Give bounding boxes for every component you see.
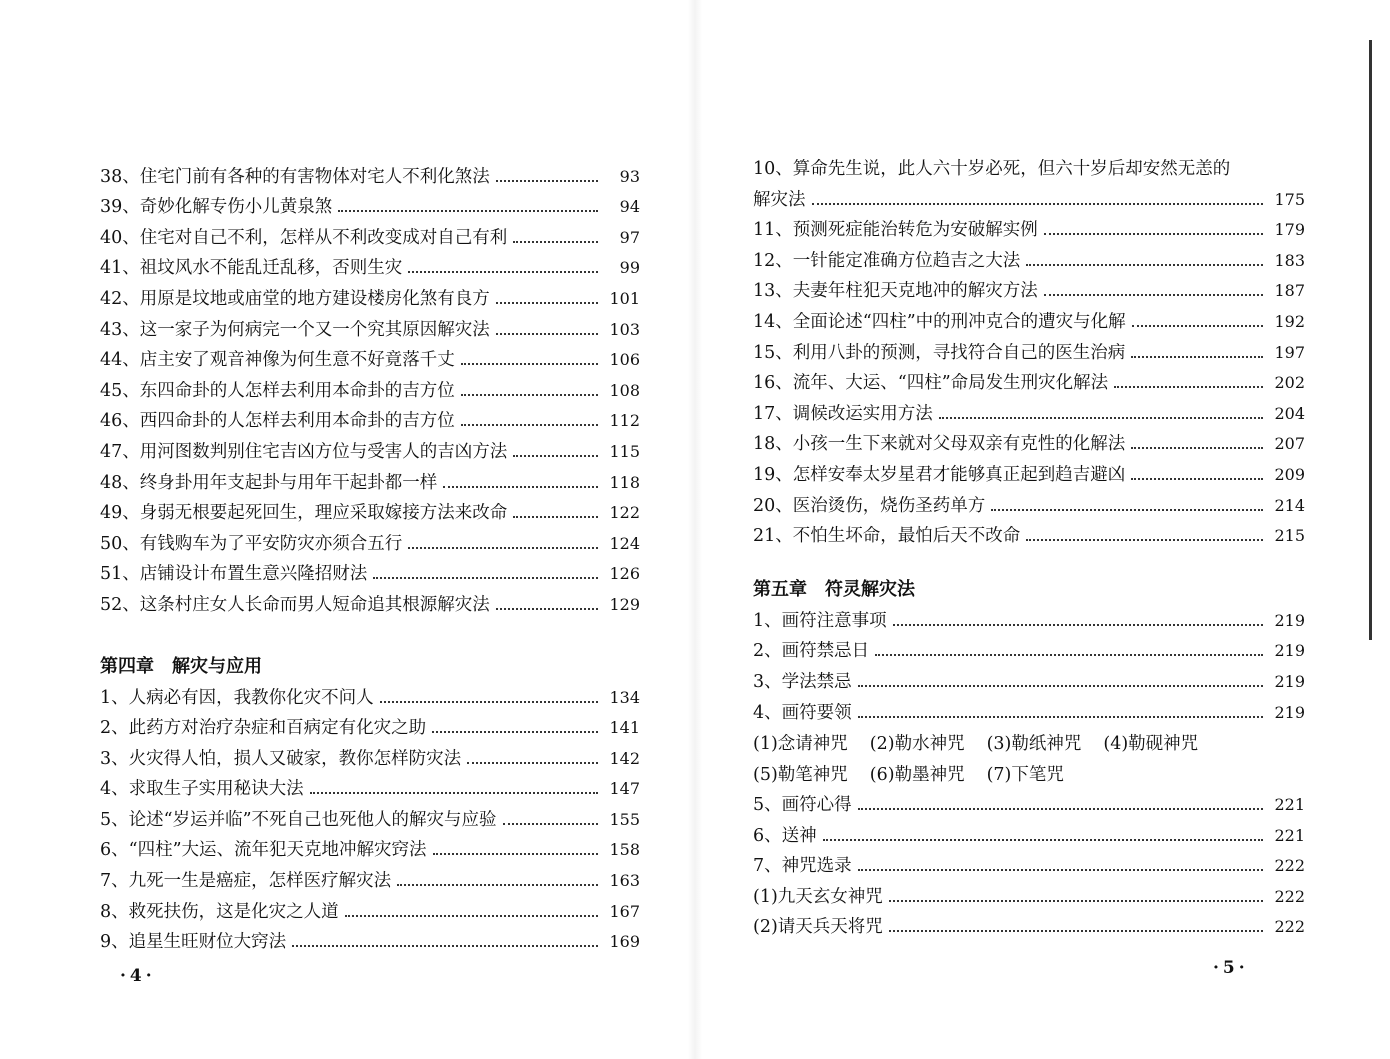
chapter-title: 解灾与应用 [172,655,262,677]
entry-page: 106 [609,350,640,370]
leader-dots [1131,478,1263,480]
entry-page: 204 [1274,403,1305,423]
entry-title: 4、求取生子实用秘诀大法 [100,779,304,800]
section-gap [753,547,1305,571]
entry-page: 126 [609,564,640,584]
leader-dots [461,363,598,365]
toc-entry[interactable] [753,693,1305,724]
entry-title: 47、用河图数判别住宅吉凶方位与受害人的吉凶方法 [100,441,508,462]
page-number: ·4· [120,966,156,986]
right-toc [753,152,1305,938]
leader-dots [513,241,598,243]
leader-dots [1131,356,1263,358]
entry-title: 2、此药方对治疗杂症和百病定有化灾之助 [100,718,427,739]
entry-title: 13、夫妻年柱犯天克地冲的解灾方法 [753,281,1038,302]
entry-page: 219 [1274,641,1305,661]
entry-title: 40、住宅对自己不利，怎样从不利改变成对自己有利 [100,227,508,248]
toc-entry[interactable] [753,517,1305,548]
leader-dots [373,577,598,579]
leader-dots [858,716,1263,718]
entry-title: 17、调候改运实用方法 [753,403,933,424]
chapter-title: 符灵解灾法 [825,579,915,601]
leader-dots [875,654,1263,656]
entry-page: 197 [1274,342,1305,362]
toc-entry[interactable] [100,494,640,525]
toc-entry[interactable] [100,739,640,770]
leader-dots [443,486,598,488]
toc-entry[interactable] [753,241,1305,272]
entry-page: 115 [609,441,640,461]
leader-dots [823,839,1263,841]
leader-dots [496,333,598,335]
toc-entry[interactable] [753,425,1305,456]
leader-dots [858,869,1263,871]
toc-entry[interactable] [753,486,1305,517]
toc-entry[interactable] [100,188,640,219]
sub-items-row [753,724,1305,755]
toc-entry[interactable] [100,770,640,801]
entry-title: 43、这一家子为何病完一个又一个究其原因解灾法 [100,319,490,340]
sub-item[interactable]: (5)勒笔神咒 [753,764,848,785]
toc-entry[interactable] [100,892,640,923]
toc-entry[interactable] [100,371,640,402]
leader-dots [467,762,598,764]
toc-entry[interactable] [753,333,1305,364]
toc-entry[interactable] [100,585,640,616]
entry-title: 11、预测死症能治转危为安破解实例 [753,220,1038,241]
entry-page: 147 [609,779,640,799]
toc-entry[interactable] [100,678,640,709]
entry-title: 42、用原是坟地或庙堂的地方建设楼房化煞有良方 [100,288,490,309]
entry-title: 41、祖坟风水不能乱迁乱移，否则生灾 [100,258,403,279]
toc-entry[interactable] [100,249,640,280]
entry-title: 6、送神 [753,825,817,846]
entry-page: 142 [609,748,640,768]
entry-page: 175 [1274,189,1305,209]
toc-entry[interactable] [100,157,640,188]
toc-entry[interactable] [753,394,1305,425]
entry-title: 3、学法禁忌 [753,671,852,692]
entry-page: 93 [619,166,640,186]
entry-page: 158 [609,840,640,860]
leader-dots [496,608,598,610]
entry-page: 134 [609,687,640,707]
toc-entry[interactable] [100,831,640,862]
leader-dots [513,516,598,518]
entry-page: 222 [1274,917,1305,937]
toc-entry[interactable] [100,524,640,555]
leader-dots [1114,386,1263,388]
toc-entry[interactable] [753,455,1305,486]
leader-dots [310,792,598,794]
toc-entry[interactable] [753,364,1305,395]
entry-title: 52、这条村庄女人长命而男人短命追其根源解灾法 [100,594,490,615]
sub-item[interactable]: (1)念请神咒 [753,733,848,754]
toc-entry[interactable] [753,632,1305,663]
entry-page: 179 [1274,220,1305,240]
entry-page: 97 [619,227,640,247]
entry-page: 163 [609,871,640,891]
right-page [695,0,1390,1059]
toc-entry[interactable] [753,601,1305,632]
entry-title: 45、东四命卦的人怎样去利用本命卦的吉方位 [100,380,455,401]
sub-item[interactable]: (3)勒纸神咒 [986,733,1082,754]
sub-items-row [753,755,1305,786]
entry-page: 169 [609,932,640,952]
leader-dots [397,884,598,886]
sub-item[interactable]: (2)勒水神咒 [869,733,965,754]
entry-title: 48、终身卦用年支起卦与用年干起卦都一样 [100,472,438,493]
toc-entry[interactable] [100,432,640,463]
leader-dots [496,180,598,182]
leader-dots [432,731,598,733]
entry-page: 108 [609,380,640,400]
leader-dots [1044,233,1263,235]
toc-entry[interactable] [100,310,640,341]
leader-dots [889,930,1263,932]
leader-dots [292,945,598,947]
toc-entry[interactable] [100,463,640,494]
entry-page: 214 [1274,495,1305,515]
entry-page: 129 [609,594,640,614]
leader-dots [858,685,1263,687]
leader-dots [461,394,598,396]
left-toc [100,157,640,953]
leader-dots [1132,325,1263,327]
entry-title: 1、人病必有因，我教你化灾不问人 [100,687,374,708]
entry-title: 16、流年、大运、“四柱”命局发生刑灾化解法 [753,373,1109,394]
chapter-number: 第四章 [100,655,154,677]
entry-title: 7、九死一生是癌症，怎样医疗解灾法 [100,871,392,892]
entry-title: 21、不怕生坏命，最怕后天不改命 [753,526,1021,547]
entry-title: 3、火灾得人怕，损人又破家，教你怎样防灾法 [100,748,462,769]
entry-page: 221 [1274,825,1305,845]
toc-entry[interactable] [753,662,1305,693]
sub-item[interactable]: (4)勒砚神咒 [1103,733,1199,754]
entry-title: (1)九天玄女神咒 [753,886,883,907]
leader-dots [408,271,598,273]
leader-dots [513,455,598,457]
leader-dots [433,853,598,855]
chapter5-entries-list [753,601,1305,938]
entry-page: 192 [1274,311,1305,331]
entry-title: (2)请天兵天将咒 [753,917,883,938]
toc-entry[interactable] [100,402,640,433]
entry-title: 44、店主安了观音神像为何生意不好竟落千丈 [100,350,455,371]
entry-title: 1、画符注意事项 [753,610,887,631]
leader-dots [1131,447,1263,449]
chapter-number: 第五章 [753,579,807,601]
entry-title: 5、画符心得 [753,795,852,816]
sub-item[interactable]: (6)勒墨神咒 [869,764,965,785]
leader-dots [1026,264,1263,266]
toc-entry[interactable] [100,861,640,892]
leader-dots [496,302,598,304]
toc-entry[interactable] [100,923,640,954]
toc-entry[interactable] [753,816,1305,847]
entry-title: 4、画符要领 [753,702,852,723]
toc-entry[interactable] [100,800,640,831]
toc-entry[interactable] [753,211,1305,242]
toc-entry[interactable] [100,279,640,310]
entry-page: 124 [609,533,640,553]
leader-dots [991,509,1263,511]
entry-title: 46、西四命卦的人怎样去利用本命卦的吉方位 [100,411,455,432]
leader-dots [939,417,1263,419]
toc-entry-wrapped-line1[interactable] [753,152,1305,180]
entry-page: 222 [1274,856,1305,876]
leader-dots [338,210,598,212]
entry-page: 221 [1274,795,1305,815]
entry-page: 94 [619,197,640,217]
entry-title: 10、算命先生说，此人六十岁必死，但六十岁后却安然无恙的 [753,159,1231,179]
leader-dots [408,547,598,549]
entry-title: 5、论述“岁运并临”不死自己也死他人的解灾与应验 [100,809,497,830]
leader-dots [889,900,1263,902]
toc-entry[interactable] [100,555,640,586]
sub-item[interactable]: (7)下笔咒 [986,764,1064,785]
toc-entry[interactable] [100,341,640,372]
entry-title: 15、利用八卦的预测，寻找符合自己的医生治病 [753,342,1126,363]
chapter-heading[interactable] [753,571,1305,601]
toc-entry[interactable] [100,218,640,249]
leader-dots [812,203,1264,205]
entry-page: 219 [1274,702,1305,722]
entry-title: 12、一针能定准确方位趋吉之大法 [753,250,1021,271]
leader-dots [461,424,598,426]
toc-entry[interactable] [753,302,1305,333]
entry-page: 99 [619,258,640,278]
entry-page: 101 [609,288,640,308]
entry-title: 7、神咒选录 [753,856,852,877]
entry-page: 219 [1274,671,1305,691]
entry-page: 183 [1274,250,1305,270]
entry-page: 209 [1274,464,1305,484]
entry-title: 8、救死扶伤，这是化灾之人道 [100,901,339,922]
entry-title-continued: 解灾法 [753,189,806,210]
entry-title: 51、店铺设计布置生意兴隆招财法 [100,564,368,585]
entry-page: 202 [1274,373,1305,393]
entry-page: 112 [609,411,640,431]
entry-title: 2、画符禁忌日 [753,641,870,662]
entry-title: 19、怎样安奉太岁星君才能够真正起到趋吉避凶 [753,464,1126,485]
toc-entry[interactable] [753,786,1305,817]
leader-dots [1044,294,1263,296]
entry-page: 122 [609,503,640,523]
page-number: ·5· [1213,958,1249,978]
entry-title: 18、小孩一生下来就对父母双亲有克性的化解法 [753,434,1126,455]
entry-title: 9、追星生旺财位大窍法 [100,932,287,953]
leader-dots [1026,539,1263,541]
left-entries-list [100,157,640,616]
entry-page: 219 [1274,610,1305,630]
leader-dots [503,823,598,825]
entry-title: 14、全面论述“四柱”中的刑冲克合的遭灾与化解 [753,311,1126,332]
right-entries-list [753,211,1305,548]
entry-page: 141 [609,718,640,738]
leader-dots [893,624,1263,626]
toc-entry[interactable] [100,709,640,740]
toc-entry[interactable] [753,847,1305,878]
entry-title: 39、奇妙化解专伤小儿黄泉煞 [100,197,333,218]
entry-page: 207 [1274,434,1305,454]
leader-dots [858,808,1263,810]
chapter4-entries-list [100,678,640,953]
page-edge-line [1369,40,1372,640]
toc-entry[interactable] [753,877,1305,908]
toc-entry[interactable] [753,908,1305,939]
entry-title: 6、“四柱”大运、流年犯天克地冲解灾窍法 [100,840,427,861]
entry-page: 118 [609,472,640,492]
entry-page: 222 [1274,886,1305,906]
entry-page: 103 [609,319,640,339]
chapter-heading[interactable] [100,648,640,678]
entry-page: 215 [1274,526,1305,546]
entry-title: 38、住宅门前有各种的有害物体对宅人不利化煞法 [100,166,490,187]
entry-page: 155 [609,809,640,829]
toc-entry[interactable] [753,272,1305,303]
section-gap [100,616,640,648]
entry-page: 167 [609,901,640,921]
entry-title: 20、医治烫伤，烧伤圣药单方 [753,495,986,516]
entry-title: 50、有钱购车为了平安防灾亦须合五行 [100,533,403,554]
entry-page: 187 [1274,281,1305,301]
leader-dots [380,701,598,703]
entry-title: 49、身弱无根要起死回生，理应采取嫁接方法来改命 [100,503,508,524]
toc-entry-wrapped-line2[interactable] [753,180,1305,211]
leader-dots [345,915,598,917]
